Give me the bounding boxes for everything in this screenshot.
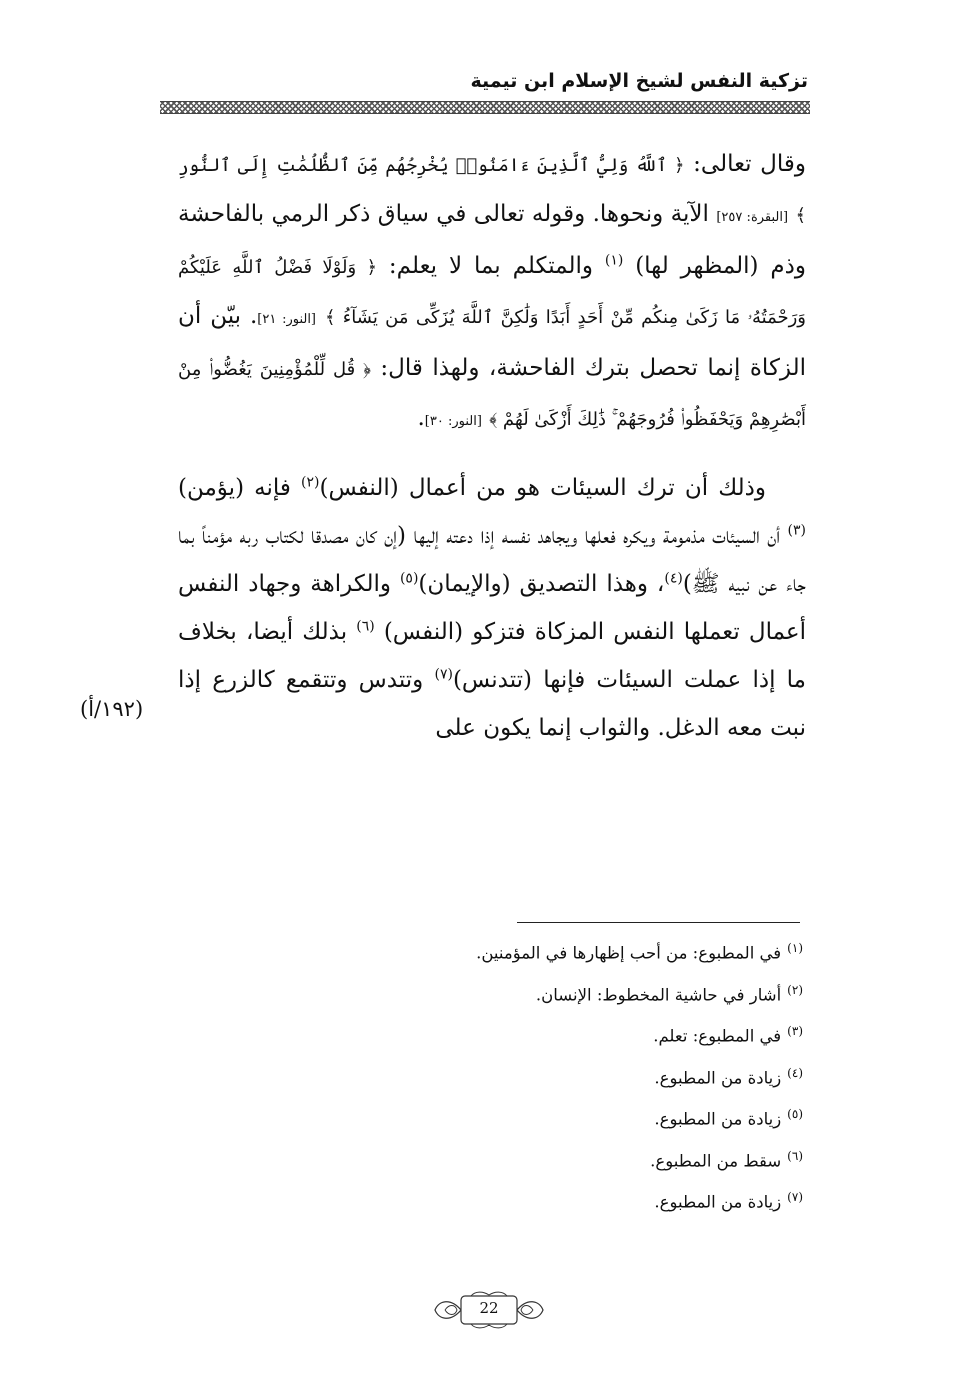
- main-text: [178, 140, 806, 752]
- text-segment: فإنه (يؤمن): [178, 475, 302, 501]
- footnote: [300, 930, 803, 972]
- verse-reference: [النور: ٣٠]: [424, 414, 482, 429]
- footnote-text: زيادة من المطبوع.: [654, 1109, 782, 1129]
- footnote-marker[interactable]: (٤): [664, 570, 683, 587]
- footnote: [300, 1138, 803, 1180]
- footnote-number: (٣): [787, 1024, 803, 1038]
- footnote: [300, 1013, 803, 1055]
- footnote-marker[interactable]: (٢): [301, 474, 320, 491]
- text-segment: الآية ونحوها. وقوله تعالى في سياق ذكر الرمي بالفاحشة وذم (المظهر لها): [178, 201, 806, 279]
- footnote-text: سقط من المطبوع.: [650, 1151, 782, 1170]
- footnote: [300, 1055, 803, 1097]
- footnote-number: (٥): [787, 1107, 803, 1121]
- footnote-text: في المطبوع: تعلم.: [653, 1026, 782, 1046]
- quran-verse: ﴿ ٱللَّهُ وَلِيُّ ٱلَّذِينَ ءَامَنُوا۟ يُخْرِجُهُم مِّنَ ٱلظُّلُمَٰتِ إِلَى ٱلنُّورِ ﴾: [178, 155, 807, 226]
- paragraph-2: [178, 464, 806, 752]
- footnote-marker[interactable]: (٥): [399, 570, 419, 587]
- paragraph-1: [178, 140, 806, 446]
- page-number-ornament: [431, 1290, 547, 1330]
- footnotes: [300, 930, 803, 1221]
- footnote-number: (٢): [787, 982, 803, 997]
- text-segment: وتتدس وتتقمع كالزرع إذا نبت معه الدغل. والثواب إنما يكون على: [178, 667, 806, 741]
- text-segment: . بيّن أن الزكاة إنما تحصل بترك الفاحشة، ولهذا قال:: [178, 303, 806, 381]
- footnote-number: (١): [787, 941, 803, 955]
- footnote-text: أشار في حاشية المخطوط: الإنسان.: [535, 985, 782, 1004]
- verse-reference: [النور: ٢١]: [257, 312, 317, 327]
- footnote-marker[interactable]: (٧): [434, 666, 453, 683]
- quran-verse: ﴿ قُل لِّلْمُؤْمِنِينَ يَغُضُّوا۟ مِنْ أَبْصَٰرِهِمْ وَيَحْفَظُوا۟ فُرُوجَهُمْ ۚ ذَٰلِكَ أَزْكَىٰ لَهُمْ ﴾: [178, 359, 806, 430]
- verse-reference: [البقرة: ٢٥٧]: [716, 210, 789, 225]
- footnote-number: (٧): [787, 1190, 803, 1204]
- text-segment: ، وهذا التصديق (والإيمان): [418, 571, 665, 597]
- text-segment: بذلك أيضا، بخلاف ما إذا عملت السيئات فإنها (تتدنس): [178, 619, 806, 693]
- text-segment: .: [417, 405, 425, 431]
- footnote: [300, 972, 803, 1014]
- manuscript-folio-note: (١٩٢/أ): [80, 697, 144, 721]
- footnote-text: في المطبوع: من أحب إظهارها في المؤمنين.: [476, 943, 782, 963]
- text-segment: وقال تعالى:: [684, 151, 806, 177]
- footnote-number: (٤): [787, 1065, 803, 1080]
- text-segment: أن السيئات مذمومة ويكره فعلها ويجاهد نفسه إذا دعته إليها (إن كان مصدقا لكتاب ربه مؤمناً بما جاء عن نبيه ﷺ): [178, 523, 806, 597]
- text-segment: والكراهة وجهاد النفس أعمال تعملها النفس المزكاة فتزكو (النفس): [178, 571, 807, 645]
- footnote-number: (٦): [787, 1148, 803, 1163]
- footnote-marker[interactable]: (٣): [787, 522, 806, 539]
- footnote-separator: [517, 922, 800, 923]
- text-segment: والمتكلم بما لا يعلم:: [377, 253, 605, 279]
- footnote-marker[interactable]: (١): [604, 252, 624, 269]
- page-number: 22: [479, 1299, 499, 1317]
- header-ornament-rule: [160, 101, 810, 114]
- text-segment: وذلك أن ترك السيئات هو من أعمال (النفس): [319, 475, 766, 501]
- footnote: [300, 1096, 803, 1138]
- footnote-text: زيادة من المطبوع.: [654, 1192, 782, 1212]
- footnote-text: زيادة من المطبوع.: [654, 1068, 782, 1087]
- quran-verse: ﴿ وَلَوْلَا فَضْلُ ٱللَّهِ عَلَيْكُمْ وَرَحْمَتُهُۥ مَا زَكَىٰ مِنكُم مِّنْ أَحَدٍ أَبَدًا وَلَٰكِنَّ ٱللَّهَ يُزَكِّى مَن يَشَآءُ ﴾: [178, 257, 806, 328]
- footnote: [300, 1179, 803, 1221]
- running-head: تزكية النفس لشيخ الإسلام ابن تيمية: [470, 70, 808, 92]
- footnote-marker[interactable]: (٦): [356, 618, 375, 635]
